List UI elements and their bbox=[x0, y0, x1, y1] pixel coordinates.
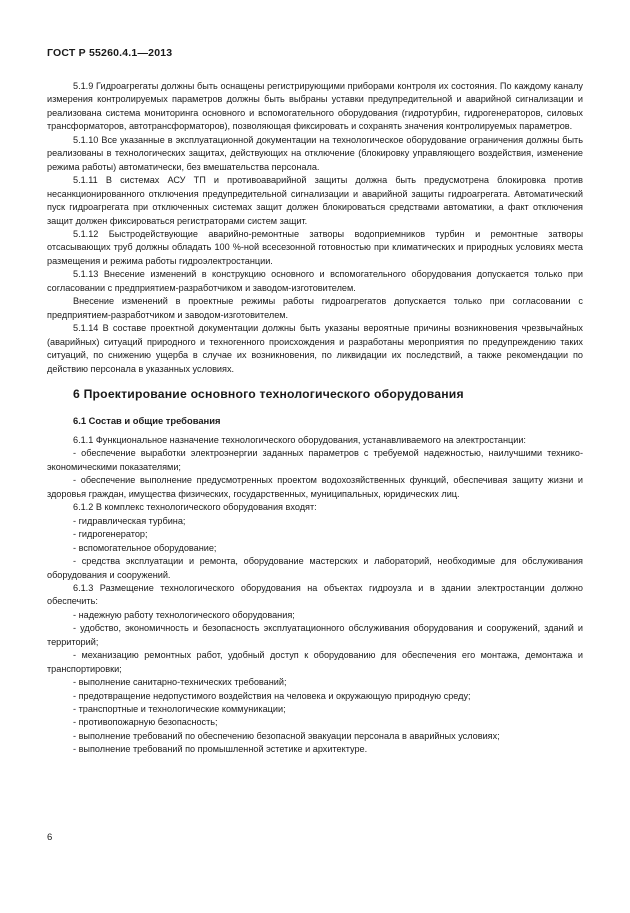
list-item: - вспомогательное оборудование; bbox=[73, 542, 217, 553]
paragraph-6-1-2: 6.1.2 В комплекс технологического оборудования входят: bbox=[73, 502, 317, 513]
list-item: - средства эксплуатации и ремонта, оборудование мастерских и лабораторий, необходимые для обслуживания оборудования и сооружений. bbox=[47, 556, 583, 580]
section-title: 6 Проектирование основного технологического оборудования bbox=[73, 386, 464, 401]
paragraph-5-1-10: 5.1.10 Все указанные в эксплуатационной документации на технологическое оборудование ограничения должны быть реализованы в технологических защитах, действующих на отключение (блокировку управляющего воздействия, изменение режима работы) автоматически, без вмешательства персонала. bbox=[47, 134, 583, 172]
list-item: - предотвращение недопустимого воздействия на человека и окружающую природную среду; bbox=[73, 690, 471, 701]
document-header: ГОСТ Р 55260.4.1—2013 bbox=[47, 47, 173, 59]
paragraph-5-1-9: 5.1.9 Гидроагрегаты должны быть оснащены регистрирующими приборами контроля их состояния. По каждому каналу измерения контролируемых параметров должны быть выбраны уставки предупредительной и аварийной сигнализации и реализована система мониторинга основного и вспомогательного оборудования (гидротурбин, гидрогенераторов, силовых трансформаторов, автотрансформаторов), позволяющая фиксировать и сохранять значения контролируемых параметров. bbox=[47, 81, 583, 132]
list-item: - механизацию ремонтных работ, удобный доступ к оборудованию для обеспечения его монтажа, демонтажа и транспортировки; bbox=[47, 650, 583, 674]
paragraph-6-1-1: 6.1.1 Функциональное назначение технологического оборудования, устанавливаемого на электростанции: bbox=[73, 434, 526, 445]
paragraph-5-1-14: 5.1.14 В составе проектной документации должны быть указаны вероятные причины возникновения чрезвычайных (аварийных) ситуаций природного и техногенного происхождения и разработаны мероприятия по предупреждению таких ситуаций, по снижению ущерба в случае их возникновения, по ликвидации их последствий, а также рекомендации по действию персонала в указанных условиях. bbox=[47, 323, 583, 374]
list-item: - выполнение требований по промышленной эстетике и архитектуре. bbox=[73, 744, 368, 755]
list-item: - противопожарную безопасность; bbox=[73, 717, 218, 728]
list-item: - надежную работу технологического оборудования; bbox=[73, 609, 295, 620]
list-item: - транспортные и технологические коммуникации; bbox=[73, 704, 286, 715]
paragraph-5-1-13: 5.1.13 Внесение изменений в конструкцию основного и вспомогательного оборудования допускается только при согласовании с предприятием-разработчиком и заводом-изготовителем. bbox=[47, 269, 583, 293]
paragraph-6-1-3: 6.1.3 Размещение технологического оборудования на объектах гидроузла и в здании электростанции должно обеспечить: bbox=[47, 582, 583, 607]
list-item: - обеспечение выполнение предусмотренных проектом водохозяйственных функций, обеспечивая защиту жизни и здоровья граждан, имущества физических, государственных, муниципальных, юридических лиц. bbox=[47, 475, 583, 499]
page-number: 6 bbox=[47, 832, 53, 843]
list-item: - гидравлическая турбина; bbox=[73, 515, 186, 526]
paragraph-5-1-12: 5.1.12 Быстродействующие аварийно-ремонтные затворы водоприемников турбин и ремонтные затворы отсасывающих труб должны обладать 100 %-ной всесезонной готовностью при климатических и природных условиях места размещения и режима работы гидроэлектростанции. bbox=[47, 228, 583, 266]
list-item: - обеспечение выработки электроэнергии заданных параметров с требуемой надежностью, наилучшими технико-экономическими показателями; bbox=[47, 448, 583, 472]
list-item: - выполнение требований по обеспечению безопасной эвакуации персонала в аварийных условиях; bbox=[73, 730, 500, 741]
paragraph-5-1-11: 5.1.11 В системах АСУ ТП и противоаварийной защиты должна быть предусмотрена блокировка против несанкционированного отключения предупредительной сигнализации и аварийной защиты гидроагрегата. Автоматический пуск гидроагрегата при отключенных системах защит должен блокироваться средствами автоматики, а факт отключения защит должен фиксироваться регистраторами систем защит. bbox=[47, 175, 583, 226]
paragraph-5-1-13-cont: Внесение изменений в проектные режимы работы гидроагрегатов допускается только при согласовании с предприятием-разработчиком и заводом-изготовителем. bbox=[47, 296, 583, 320]
list-item: - гидрогенератор; bbox=[73, 529, 148, 540]
list-item: - выполнение санитарно-технических требований; bbox=[73, 677, 287, 688]
page-content bbox=[47, 80, 583, 757]
list-item: - удобство, экономичность и безопасность эксплуатационного обслуживания оборудования и сооружений, зданий и территорий; bbox=[47, 623, 583, 647]
subsection-title: 6.1 Состав и общие требования bbox=[73, 414, 221, 426]
